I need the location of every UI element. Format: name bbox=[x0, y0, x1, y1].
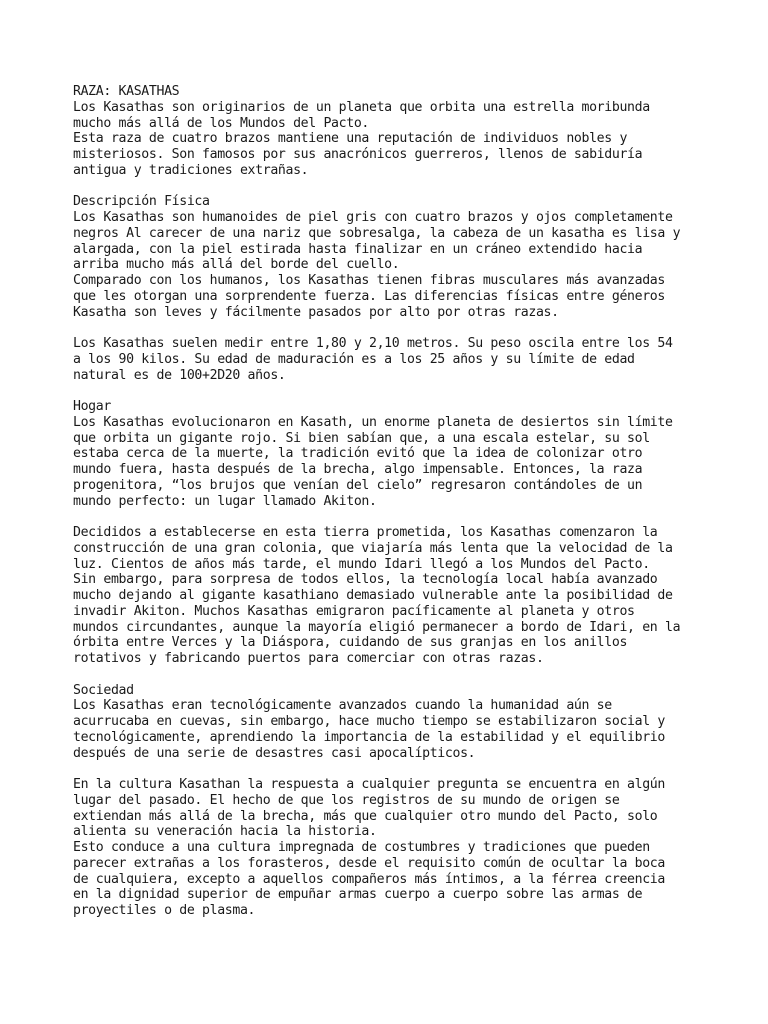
text-line: después de una serie de desastres casi apocalípticos. bbox=[73, 745, 476, 761]
text-line: Los Kasathas suelen medir entre 1,80 y 2,10 metros. Su peso oscila entre los 54 bbox=[73, 336, 673, 351]
text-line: acurrucaba en cuevas, sin embargo, hace mucho tiempo se estabilizaron social y bbox=[73, 714, 665, 729]
text-line: en la dignidad superior de empuñar armas cuerpo a cuerpo sobre las armas de bbox=[73, 887, 643, 903]
text-line: órbita entre Verces y la Diáspora, cuidando de sus granjas en los anillos bbox=[73, 635, 628, 651]
text-line: Los Kasathas son originarios de un planeta que orbita una estrella moribunda bbox=[73, 99, 650, 115]
text-line: Sin embargo, para sorpresa de todos ellos, la tecnología local había avanzado bbox=[73, 572, 658, 588]
text-line: Comparado con los humanos, los Kasathas tienen fibras musculares más avanzadas bbox=[73, 273, 665, 288]
text-line: Descripción Física bbox=[73, 194, 210, 210]
blank-line bbox=[73, 383, 713, 399]
text-line: mundos circundantes, aunque la mayoría eligió permanecer a bordo de Idari, en la bbox=[73, 619, 681, 635]
text-line: a los 90 kilos. Su edad de maduración es a los 25 años y su límite de edad bbox=[73, 351, 635, 367]
text-line: mucho más allá de los Mundos del Pacto. bbox=[73, 115, 369, 131]
text-line: que orbita un gigante rojo. Si bien sabían que, a una escala estelar, su sol bbox=[73, 430, 650, 446]
text-line: negros Al carecer de una nariz que sobresalga, la cabeza de un kasatha es lisa y bbox=[73, 225, 681, 241]
text-line: Hogar bbox=[73, 399, 111, 414]
text-line: arriba mucho más allá del borde del cuello. bbox=[73, 257, 400, 273]
text-line: RAZA: KASATHAS bbox=[73, 84, 180, 99]
text-line: natural es de 100+2D20 años. bbox=[73, 367, 286, 383]
blank-line bbox=[73, 761, 713, 777]
blank-line bbox=[73, 509, 713, 525]
text-line: alienta su veneración hacia la historia. bbox=[73, 824, 377, 840]
text-line: Los Kasathas evolucionaron en Kasath, un enorme planeta de desiertos sin límite bbox=[73, 414, 673, 430]
text-line: Kasatha son leves y fácilmente pasados por alto por otras razas. bbox=[73, 304, 559, 320]
text-line: Decididos a establecerse en esta tierra prometida, los Kasathas comenzaron la bbox=[73, 525, 658, 540]
text-line: lugar del pasado. El hecho de que los registros de su mundo de origen se bbox=[73, 792, 620, 808]
text-line: proyectiles o de plasma. bbox=[73, 903, 256, 918]
text-line: invadir Akiton. Muchos Kasathas emigraron pacíficamente al planeta y otros bbox=[73, 603, 635, 619]
text-line: luz. Cientos de años más tarde, el mundo Idari llegó a los Mundos del Pacto. bbox=[73, 556, 650, 572]
text-line: En la cultura Kasathan la respuesta a cualquier pregunta se encuentra en algún bbox=[73, 777, 665, 792]
text-line: Los Kasathas eran tecnológicamente avanzados cuando la humanidad aún se bbox=[73, 698, 612, 714]
text-line: Sociedad bbox=[73, 682, 134, 698]
text-line: Los Kasathas son humanoides de piel gris con cuatro brazos y ojos completamente bbox=[73, 210, 673, 225]
text-line: estaba cerca de la muerte, la tradición evitó que la idea de colonizar otro bbox=[73, 446, 643, 462]
text-line: antigua y tradiciones extrañas. bbox=[73, 162, 309, 178]
text-line: parecer extrañas a los forasteros, desde el requisito común de ocultar la boca bbox=[73, 855, 665, 871]
blank-line bbox=[73, 179, 713, 195]
text-line: Esta raza de cuatro brazos mantiene una reputación de individuos nobles y bbox=[73, 131, 628, 147]
text-line: mundo perfecto: un lugar llamado Akiton. bbox=[73, 493, 377, 509]
blank-line bbox=[73, 667, 713, 683]
text-line: tecnológicamente, aprendiendo la importancia de la estabilidad y el equilibrio bbox=[73, 729, 665, 745]
text-line: progenitora, “los brujos que venían del cielo” regresaron contándoles de un bbox=[73, 477, 643, 493]
document-text bbox=[73, 84, 713, 919]
text-line: misteriosos. Son famosos por sus anacrónicos guerreros, llenos de sabiduría bbox=[73, 147, 643, 162]
text-line: mundo fuera, hasta después de la brecha, algo impensable. Entonces, la raza bbox=[73, 462, 643, 477]
text-line: de cualquiera, excepto a aquellos compañeros más íntimos, a la férrea creencia bbox=[73, 871, 665, 887]
text-line: Esto conduce a una cultura impregnada de costumbres y tradiciones que pueden bbox=[73, 840, 650, 855]
text-line: construcción de una gran colonia, que viajaría más lenta que la velocidad de la bbox=[73, 540, 673, 556]
text-line: extiendan más allá de la brecha, más que cualquier otro mundo del Pacto, solo bbox=[73, 808, 658, 824]
blank-line bbox=[73, 320, 713, 336]
text-line: alargada, con la piel estirada hasta finalizar en un cráneo extendido hacia bbox=[73, 241, 643, 257]
text-line: rotativos y fabricando puertos para comerciar con otras razas. bbox=[73, 651, 544, 666]
text-line: mucho dejando al gigante kasathiano demasiado vulnerable ante la posibilidad de bbox=[73, 588, 673, 603]
text-line: que les otorgan una sorprendente fuerza. Las diferencias físicas entre géneros bbox=[73, 288, 665, 304]
